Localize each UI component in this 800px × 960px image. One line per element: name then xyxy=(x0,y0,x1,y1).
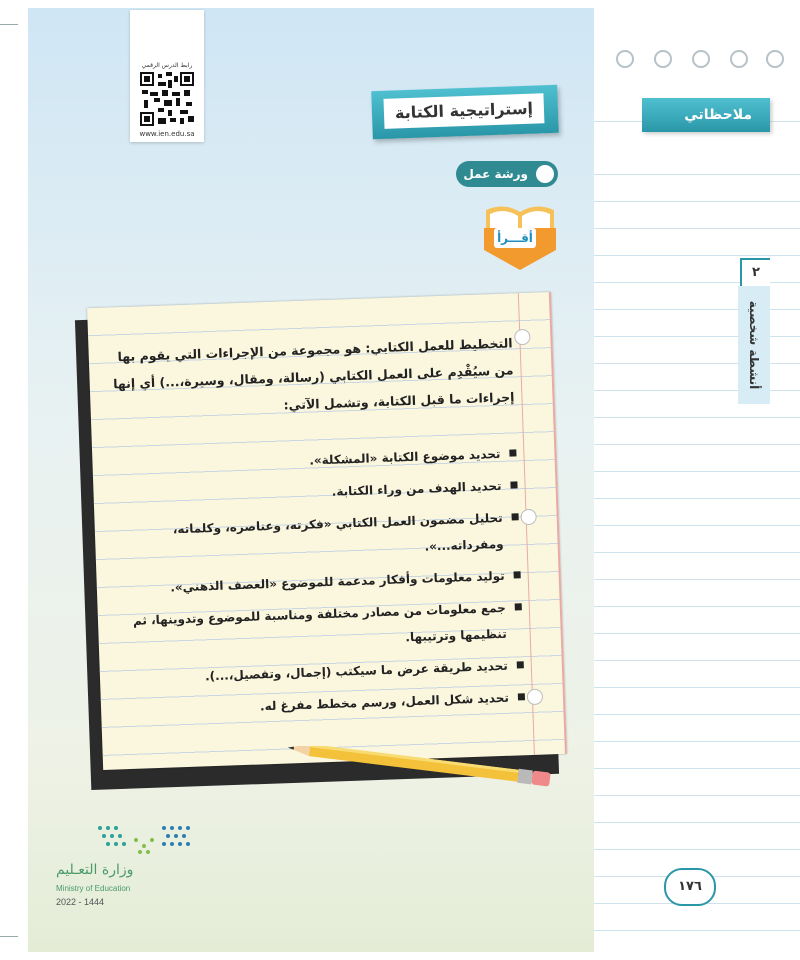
lesson-title: إستراتيجية الكتابة xyxy=(383,93,544,129)
list-item: تحديد موضوع الكتابة «المشكلة». xyxy=(102,440,517,480)
ministry-name-en: Ministry of Education xyxy=(56,884,131,893)
unit-title: أنشطة شخصية xyxy=(747,300,761,390)
list-item: تحديد شكل العمل، ورسم مخطط مفرغ له. xyxy=(111,684,526,724)
unit-number: ٢ xyxy=(740,258,770,288)
qr-code-icon[interactable] xyxy=(140,72,194,126)
note-paper xyxy=(87,292,567,770)
lesson-title-banner xyxy=(371,85,559,139)
ministry-logo-icon xyxy=(96,822,192,862)
crop-mark xyxy=(0,936,18,937)
workshop-pill xyxy=(456,161,558,187)
paper-hole xyxy=(514,329,531,346)
qr-url[interactable]: www.ien.edu.sa xyxy=(139,130,195,138)
qr-box[interactable] xyxy=(130,10,204,142)
qr-label: رابط الدرس الرقمي xyxy=(141,62,193,69)
binder-ring-icon xyxy=(654,50,672,68)
binder-ring-icon xyxy=(730,50,748,68)
circle-icon xyxy=(536,165,554,183)
list-item: جمع معلومات من مصادر مختلفة ومناسبة للموضوع وتدوينها، ثم تنظيمها وترتيبها. xyxy=(108,594,524,660)
notes-banner xyxy=(642,98,770,132)
page-number: ١٧٦ xyxy=(664,868,716,906)
binder-ring-icon xyxy=(616,50,634,68)
workshop-label: ورشة عمل xyxy=(463,167,528,181)
edition-year: 2022 - 1444 xyxy=(56,897,105,907)
ministry-name-ar: وزارة التعـليم xyxy=(56,862,134,878)
notes-page xyxy=(594,8,800,952)
list-item: تحديد طريقة عرض ما سيكتب (إجمال، وتفصيل،...). xyxy=(110,652,525,692)
crop-mark xyxy=(0,24,18,25)
notes-title: ملاحظاتي xyxy=(684,107,752,123)
paper-hole xyxy=(527,689,544,706)
binder-ring-icon xyxy=(692,50,710,68)
unit-tab xyxy=(738,286,770,404)
pencil-icon xyxy=(282,746,562,796)
list-item: توليد معلومات وأفكار مدعمة للموضوع «العصف الذهني». xyxy=(106,562,521,602)
list-item: تحديد الهدف من وراء الكتابة. xyxy=(103,472,518,512)
planning-steps-list xyxy=(102,440,525,724)
paper-hole xyxy=(520,509,537,526)
list-item: تحليل مضمون العمل الكتابي «فكرته، وعناصره، وكلماته، ومفرداته...». xyxy=(104,504,520,570)
paper-content xyxy=(98,329,525,730)
planning-definition: التخطيط للعمل الكتابي: هو مجموعة من الإجراءات التي يقوم بها من سيُقْدِم على العمل الكتابي (رسالة، ومقال، وسيرة،...) أي إنها إجراءات ما قبل الكتابة، وتشمل الآتي: xyxy=(112,335,515,413)
read-badge: أقـــرأ xyxy=(494,228,536,248)
binder-ring-icon xyxy=(766,50,784,68)
